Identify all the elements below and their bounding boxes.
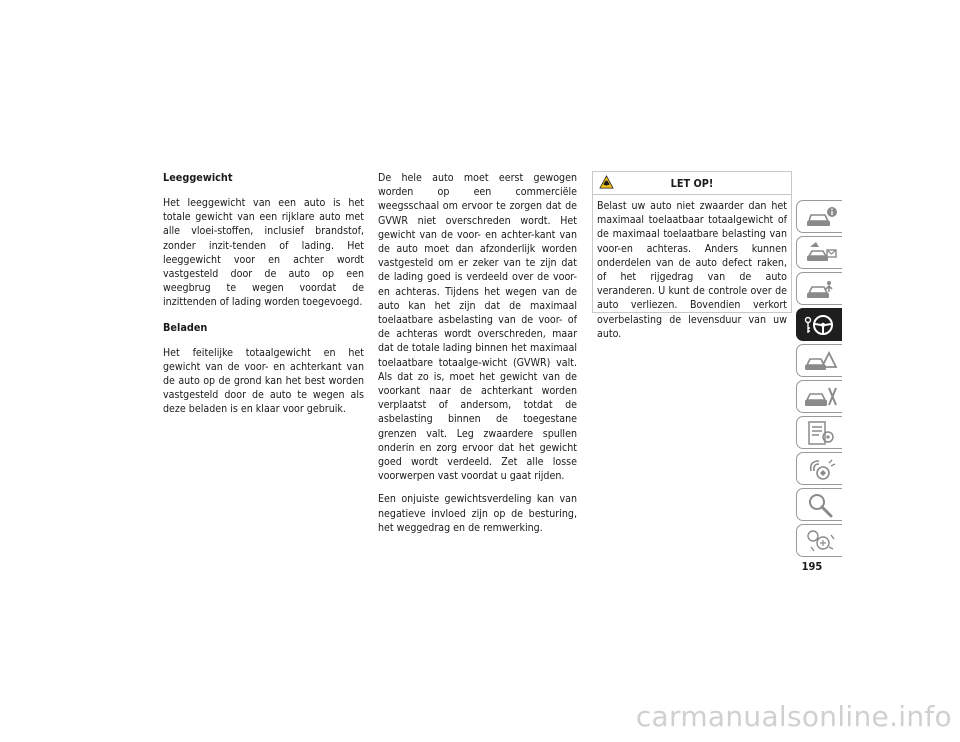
car-safety-icon[interactable] [796, 272, 842, 305]
steering-wheel-key-icon[interactable] [796, 308, 842, 341]
paragraph-beladen: Het feitelijke totaalgewicht en het gewicht van de voor- en achterkant van de auto op de grond kan het best worden vastgesteld door de auto te wegen als deze beladen is en klaar voor gebruik. [163, 346, 364, 416]
search-index-icon[interactable] [796, 488, 842, 521]
text-column-left [163, 171, 364, 426]
car-info-icon[interactable] [796, 200, 842, 233]
languages-icon[interactable] [796, 524, 842, 557]
multimedia-icon[interactable] [796, 452, 842, 485]
page-number: 195 [801, 560, 823, 573]
specifications-list-icon[interactable] [796, 416, 842, 449]
text-column-middle [378, 171, 577, 544]
breakdown-triangle-icon[interactable] [796, 344, 842, 377]
paragraph-weging: De hele auto moet eerst gewogen worden op een commerciële weegsschaal om ervoor te zorgen dat de GVWR niet overschreden wordt. Het gewicht van de voor- en achter-kant van de auto moet dan afzonderlijk worden vastgesteld om er zeker van te zijn dat de lading goed is verdeeld over de voor- en achteras. Tijdens het wegen van de auto kan het zijn dat de maximaal toelaatbare asbelasting van de voor- of de achteras wordt overschreden, maar dat de totale lading binnen het maximaal toelaatbare totaalge-wicht (GVWR) valt. Als dat zo is, moet het gewicht van de voorkant naar de achterkant worden verplaatst of andersom, totdat de asbelasting binnen de toegestane grenzen valt. Leg zwaardere spullen onderin en zorg ervoor dat het gewicht goed wordt verdeeld. Zet alle losse voorwerpen vast voordat u gaat rijden. [378, 172, 577, 483]
watermark: carmanualsonline.info [635, 700, 952, 733]
paragraph-leeggewicht: Het leeggewicht van een auto is het totale gewicht van een rijklare auto met alle vloei-stoffen, inclusief brandstof, zonder inzit-tenden of lading. Het leeggewicht voor en achter wordt vastgesteld door de auto op een weegbrug te wegen voordat de inzittenden of lading worden toegevoegd. [163, 197, 364, 309]
caution-box [592, 171, 792, 340]
paragraph-gewichtsverdeling: Een onjuiste gewichtsverdeling kan van negatieve invloed zijn op de besturing, het weggedrag en de remwerking. [378, 493, 577, 534]
section-heading-beladen: Beladen [163, 320, 208, 334]
caution-text: Belast uw auto niet zwaarder dan het maximaal toelaatbaar totaalgewicht of de maximaal toelaatbare belasting van voor-en achteras. Anders kunnen onderdelen van de auto defect raken, of het rijgedrag van de auto veranderen. U kunt de controle over de auto verliezen. Bovendien verkort overbelasting de levensduur van uw auto. [597, 200, 787, 340]
dashboard-lights-icon[interactable] [796, 236, 842, 269]
section-heading-leeggewicht: Leeggewicht [163, 171, 233, 184]
caution-title: LET OP! [670, 176, 714, 190]
caution-header [593, 172, 791, 195]
car-service-tools-icon[interactable] [796, 380, 842, 413]
warning-car-icon [599, 175, 614, 190]
